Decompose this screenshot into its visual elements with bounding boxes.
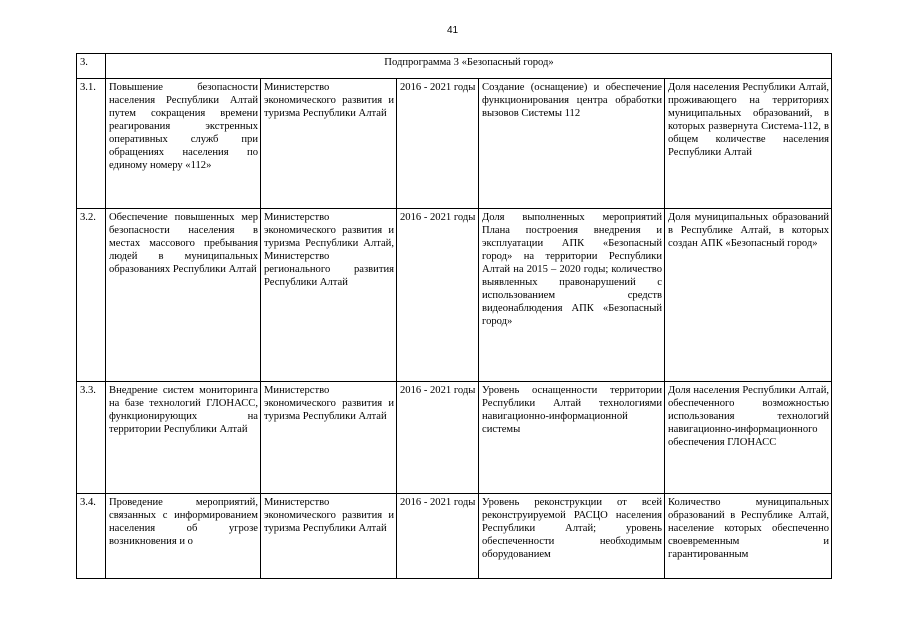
activity-cell: Уровень реконструкции от всей реконструируемой РАСЦО населения Республики Алтай; уровень обеспеченности необходимым оборудованием <box>479 494 665 579</box>
executor-cell: Министерство экономического развития и туризма Республики Алтай, Министерство регионального развития Республики Алтай <box>261 209 397 382</box>
executor-cell: Министерство экономического развития и туризма Республики Алтай <box>261 494 397 579</box>
section-title: Подпрограмма 3 «Безопасный город» <box>106 54 832 79</box>
indicator-cell: Доля населения Республики Алтай, проживающего на территориях муниципальных образований, в которых развернута Система-112, в общем количестве населения Республики Алтай <box>665 79 832 209</box>
page-number: 41 <box>446 25 459 36</box>
row-number: 3.3. <box>77 382 106 494</box>
row-number: 3.4. <box>77 494 106 579</box>
table-row <box>77 209 832 382</box>
task-cell: Внедрение систем мониторинга на базе технологий ГЛОНАСС, функционирующих на территории Республики Алтай <box>106 382 261 494</box>
activity-cell: Доля выполненных мероприятий Плана построения внедрения и эксплуатации АПК «Безопасный город» на территории Республики Алтай на 2015 – 2020 годы; количество выявленных правонарушений с использованием средств видеонаблюдения АПК «Безопасный город» <box>479 209 665 382</box>
task-cell: Проведение мероприятий, связанных с информированием населения об угрозе возникновения и о <box>106 494 261 579</box>
period-cell: 2016 - 2021 годы <box>397 79 479 209</box>
indicator-cell: Доля населения Республики Алтай, обеспеченного возможностью использования технологий навигационно-информационного обеспечения ГЛОНАСС <box>665 382 832 494</box>
activity-cell: Создание (оснащение) и обеспечение функционирования центра обработки вызовов Системы 112 <box>479 79 665 209</box>
task-cell: Обеспечение повышенных мер безопасности населения в местах массового пребывания людей в муниципальных образованиях Республики Алтай <box>106 209 261 382</box>
indicator-cell: Количество муниципальных образований в Республике Алтай, население которых обеспеченно своевременным и гарантированным <box>665 494 832 579</box>
section-header-row <box>77 54 832 79</box>
period-cell: 2016 - 2021 годы <box>397 209 479 382</box>
activity-cell: Уровень оснащенности территории Республики Алтай технологиями навигационно-информационной системы <box>479 382 665 494</box>
task-cell: Повышение безопасности населения Республики Алтай путем сокращения времени реагирования экстренных оперативных служб при обращениях населения по единому номеру «112» <box>106 79 261 209</box>
table-row <box>77 494 832 579</box>
indicator-cell: Доля муниципальных образований в Республике Алтай, в которых создан АПК «Безопасный город» <box>665 209 832 382</box>
program-table <box>76 53 832 579</box>
row-number: 3.2. <box>77 209 106 382</box>
section-number: 3. <box>77 54 106 79</box>
period-cell: 2016 - 2021 годы <box>397 382 479 494</box>
table-row <box>77 382 832 494</box>
executor-cell: Министерство экономического развития и туризма Республики Алтай <box>261 382 397 494</box>
period-cell: 2016 - 2021 годы <box>397 494 479 579</box>
row-number: 3.1. <box>77 79 106 209</box>
table-row <box>77 79 832 209</box>
executor-cell: Министерство экономического развития и туризма Республики Алтай <box>261 79 397 209</box>
